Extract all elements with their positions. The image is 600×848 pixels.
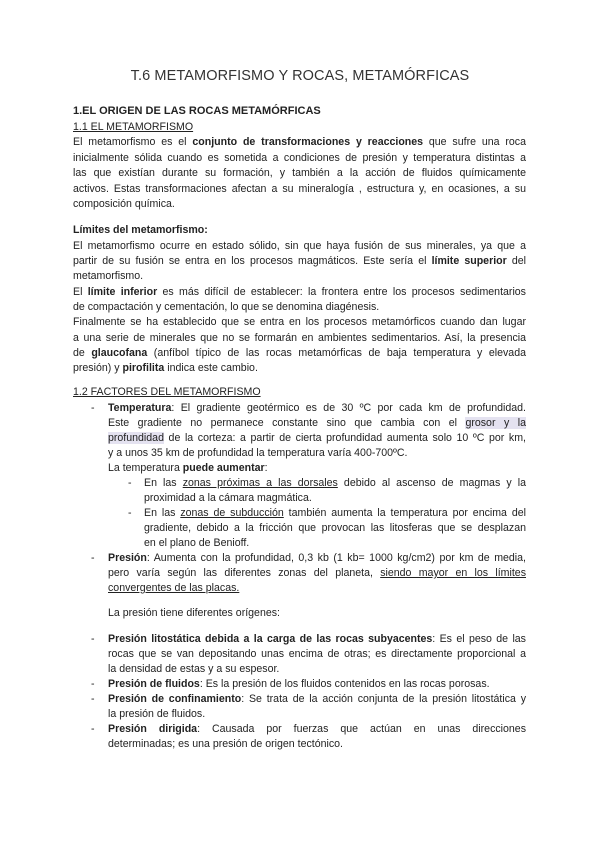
paragraph-line: activos. Estas transformaciones afectan a su mineralogía , estructura y, en ocasiones, a su — [73, 183, 526, 195]
document-title: T.6 METAMORFISMO Y ROCAS, METAMÓRFICAS — [130, 68, 470, 84]
list-item-line: Presión de fluidos: Es la presión de los fluidos contenidos en las rocas porosas. — [108, 678, 490, 690]
bullet-dash: - — [91, 723, 95, 735]
sub-list-item-line: En las zonas próximas a las dorsales debido al ascenso de magmas y la — [144, 477, 526, 489]
list-item-line: Presión litostática debida a la carga de las rocas subyacentes: Es el peso de las — [108, 633, 526, 645]
limits-heading: Límites del metamorfismo: — [73, 224, 208, 236]
list-item-line: y a unos 35 km de profundidad la temperatura varía 400-700ºC. — [108, 447, 408, 459]
sub-bullet-dash: - — [128, 477, 132, 489]
sub-bullet-dash: - — [128, 507, 132, 519]
sub-list-item-line: en el plano de Benioff. — [144, 537, 250, 549]
list-item-line: Presión: Aumenta con la profundidad, 0,3 kb (1 kb= 1000 kg/cm2) por km de media, — [108, 552, 526, 564]
paragraph-line: Finalmente se ha establecido que se entra en los procesos metamórficos cuando dan lugar — [73, 316, 526, 328]
paragraph-line: partir de su fusión se entra en los procesos magmáticos. Este sería el límite superior del — [73, 255, 526, 267]
list-item-line: La presión tiene diferentes orígenes: — [108, 607, 280, 619]
paragraph-line: composición química. — [73, 198, 175, 210]
list-item-line: Presión de confinamiento: Se trata de la acción conjunta de la presión litostática y — [108, 693, 527, 705]
paragraph-line: inicialmente sólida cuando es sometida a condiciones de presión y temperatura distintas a — [73, 152, 526, 164]
sub-list-item-line: proximidad a la cámara magmática. — [144, 492, 312, 504]
paragraph-line: El metamorfismo ocurre en estado sólido, sin que haya fusión de sus minerales, ya que a — [73, 240, 526, 252]
list-item-line: determinadas; es una presión de origen tectónico. — [108, 738, 343, 750]
sub-list-item-line: En las zonas de subducción también aumenta la temperatura por encima del — [144, 507, 526, 519]
paragraph-line: de compactación y cementación, lo que se denomina diagénesis. — [73, 301, 380, 313]
list-item-line: rocas que se van depositando unas encima de otras; es directamente proporcional a — [108, 648, 526, 660]
paragraph-line: El metamorfismo es el conjunto de transformaciones y reacciones que sufre una roca — [73, 136, 526, 148]
bullet-dash: - — [91, 693, 95, 705]
paragraph-line: de glaucofana (anfíbol típico de las rocas metamórficas de baja temperatura y elevada — [73, 347, 526, 359]
paragraph-line: El límite inferior es más difícil de establecer: la frontera entre los procesos sedimentarios — [73, 286, 526, 298]
list-item-line: La temperatura puede aumentar: — [108, 462, 268, 474]
bullet-dash: - — [91, 552, 95, 564]
list-item-line: profundidad de la corteza: a partir de cierta profundidad aumenta solo 10 ºC por km, — [108, 432, 526, 444]
bullet-dash: - — [91, 402, 95, 414]
paragraph-line: metamorfismo. — [73, 270, 144, 282]
list-item-line: la presión de fluidos. — [108, 708, 206, 720]
list-item-line: pero varía según las diferentes zonas del planeta, siendo mayor en los límites — [108, 567, 526, 579]
list-item-line: la densidad de estas y a su espesor. — [108, 663, 280, 675]
bullet-dash: - — [91, 678, 95, 690]
paragraph-line: las que existían durante su formación, y también a la acción de fluidos químicamente — [73, 167, 526, 179]
paragraph-line: presión) y pirofilita indica este cambio. — [73, 362, 258, 374]
subsection-heading: 1.1 EL METAMORFISMO — [73, 121, 194, 133]
list-item-line: Este gradiente no permanece constante sino que cambia con el grosor y la — [108, 417, 526, 429]
subsection-heading: 1.2 FACTORES DEL METAMORFISMO — [73, 386, 261, 398]
sub-list-item-line: gradiente, debido a la fricción que provocan las litosferas que se desplazan — [144, 522, 526, 534]
bullet-dash: - — [91, 633, 95, 645]
list-item-line: convergentes de las placas. — [108, 582, 240, 594]
list-item-line: Temperatura: El gradiente geotérmico es de 30 ºC por cada km de profundidad. — [108, 402, 526, 414]
list-item-line: Presión dirigida: Causada por fuerzas que actúan en unas direcciones — [108, 723, 526, 735]
paragraph-line: a una serie de minerales que no se formarán en ambientes sedimentarios. Así, la presencia — [73, 332, 526, 344]
section-heading: 1.EL ORIGEN DE LAS ROCAS METAMÓRFICAS — [73, 105, 321, 117]
